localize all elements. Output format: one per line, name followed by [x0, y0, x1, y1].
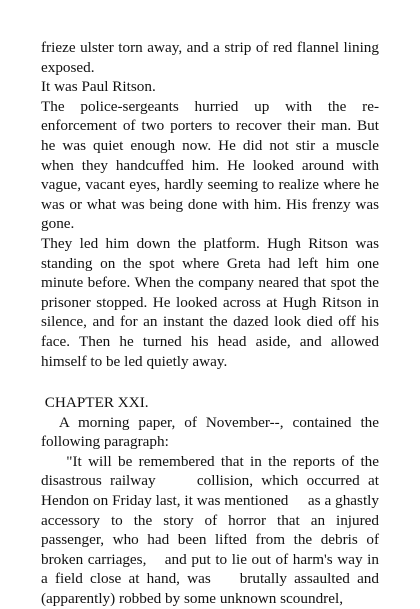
paragraph: They led him down the platform. Hugh Ritson was standing on the spot where Greta had left him one minute before. When the company neared that spot the prisoner stopped. He looked across at Hugh Ritson in silence, and for an instant the dazed look died off his face. Then he turned his head aside, and allowed himself to be led quietly away. [41, 234, 383, 370]
paragraph-spacer [41, 371, 379, 393]
quoted-paragraph: "It will be remembered that in the reports of the disastrous railway collision, which occurred at Hendon on Friday last, it was mentioned as a ghastly accessory to the story of horror that an injured passenger, who had been lifted from the debris of broken carriages, and put to lie out of harm's way in a field close at hand, was brutally assaulted and (apparently) robbed by some unknown scoundrel, [41, 452, 383, 608]
chapter-heading: CHAPTER XXI. [41, 394, 149, 412]
paragraph: A morning paper, of November--, contained the following paragraph: [41, 413, 383, 451]
paragraph: The police-sergeants hurried up with the re-enforcement of two porters to recover their man. But he was quiet enough now. He did not stir a muscle when they handcuffed him. He looked around with vague, vacant eyes, hardly seeming to realize where he was or what was being done with him. His frenzy was gone. [41, 97, 383, 233]
paragraph: frieze ulster torn away, and a strip of red flannel lining exposed. [41, 39, 383, 76]
paragraph: It was Paul Ritson. [41, 78, 156, 96]
page-text [41, 38, 383, 609]
